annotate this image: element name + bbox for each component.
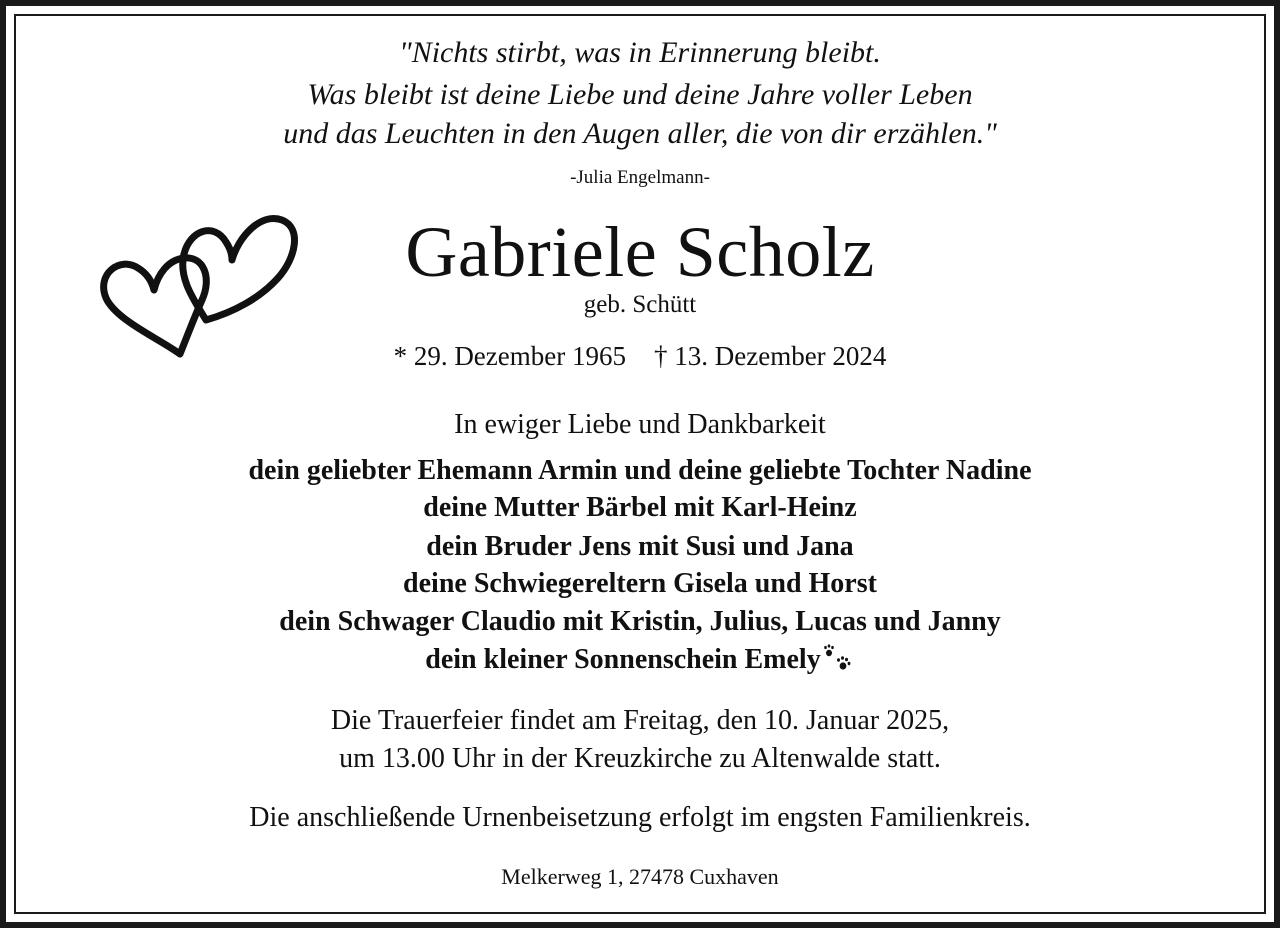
intro-text: In ewiger Liebe und Dankbarkeit <box>454 409 826 440</box>
mourner-line: deine Schwiegereltern Gisela und Horst <box>403 568 877 599</box>
life-dates <box>0 340 1280 372</box>
address: Melkerweg 1, 27478 Cuxhaven <box>501 864 779 889</box>
maiden-name: geb. Schütt <box>583 291 697 318</box>
death-date: † 13. Dezember 2024 <box>654 341 887 371</box>
mourner-line: deine Mutter Bärbel mit Karl-Heinz <box>423 492 857 523</box>
quote-line-3: und das Leuchten in den Augen aller, die von dir erzählen." <box>283 117 997 150</box>
mourner-line: dein Bruder Jens mit Susi und Jana <box>426 531 854 562</box>
quote-line-2: Was bleibt ist deine Liebe und deine Jahre voller Leben <box>307 78 973 111</box>
burial-note: Die anschließende Urnenbeisetzung erfolgt im engsten Familienkreis. <box>249 802 1031 833</box>
mourner-line: dein geliebter Ehemann Armin und deine geliebte Tochter Nadine <box>248 455 1032 486</box>
deceased-name: Gabriele Scholz <box>405 212 875 292</box>
service-line-1: Die Trauerfeier findet am Freitag, den 10. Januar 2025, <box>330 705 950 736</box>
mourner-text: dein kleiner Sonnenschein Emely <box>425 644 821 675</box>
service-line-2: um 13.00 Uhr in der Kreuzkirche zu Altenwalde statt. <box>339 743 941 774</box>
paw-prints-icon <box>823 644 855 674</box>
quote-author: -Julia Engelmann- <box>570 167 710 188</box>
mourner-line-last <box>0 643 1280 677</box>
birth-date: * 29. Dezember 1965 <box>393 341 626 371</box>
quote-line-1: "Nichts stirbt, was in Erinnerung bleibt. <box>399 36 881 69</box>
mourner-line: dein Schwager Claudio mit Kristin, Julius, Lucas und Janny <box>279 606 1001 637</box>
